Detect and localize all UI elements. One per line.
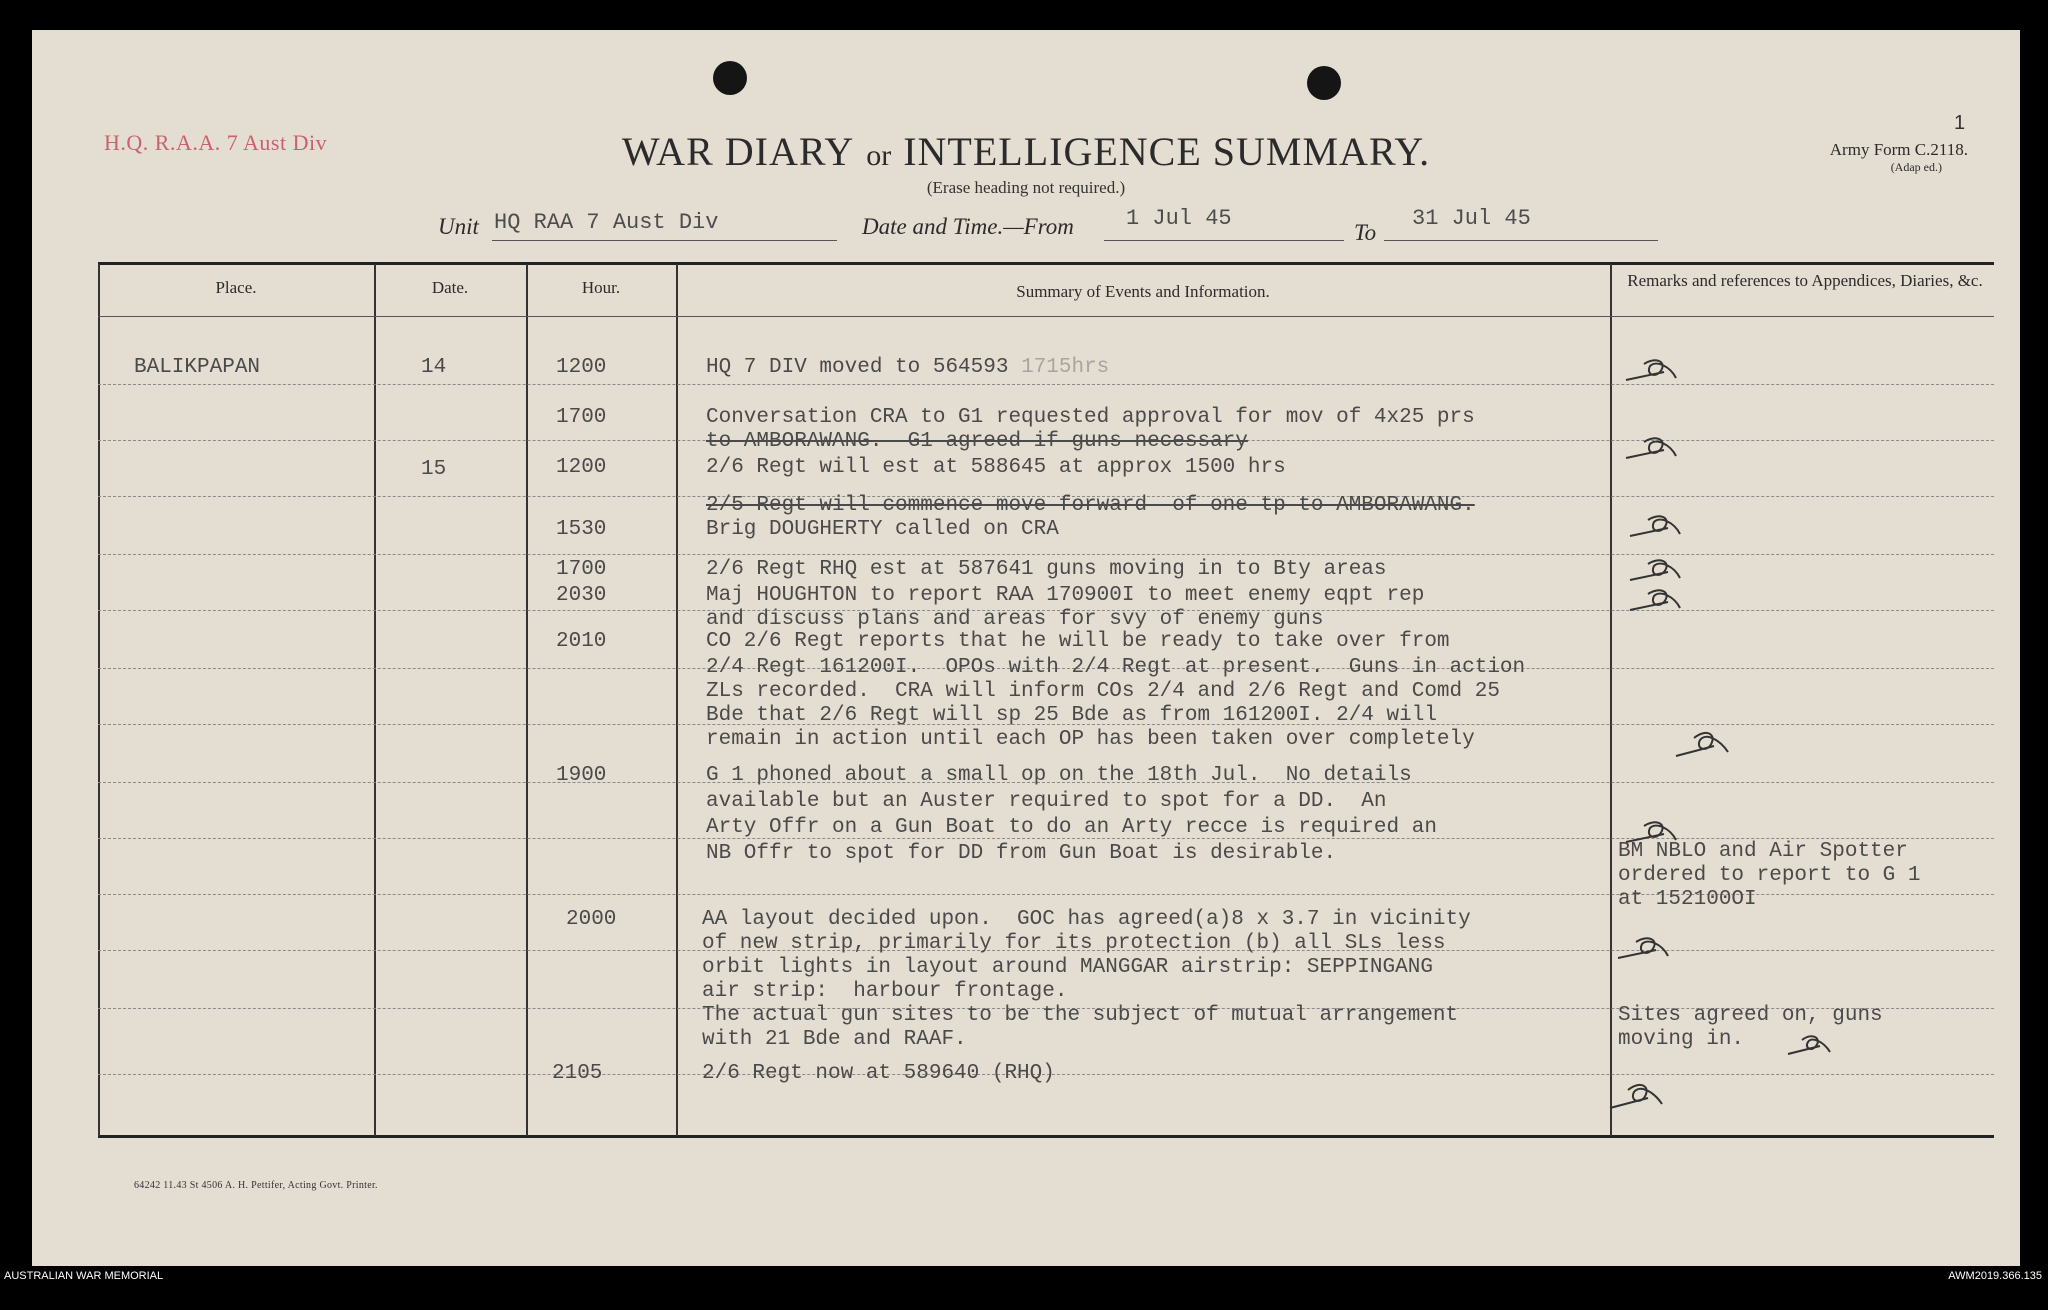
- hour-cell: 1530: [556, 518, 607, 541]
- title-subtitle: (Erase heading not required.): [926, 178, 1126, 197]
- summary-line: remain in action until each OP has been taken over completely: [706, 728, 1475, 751]
- summary-line: Bde that 2/6 Regt will sp 25 Bde as from 161200I. 2/4 will: [706, 704, 1437, 727]
- summary-line: The actual gun sites to be the subject of mutual arrangement: [702, 1004, 1459, 1027]
- summary-line: NB Offr to spot for DD from Gun Boat is desirable.: [706, 842, 1337, 865]
- initial-mark: [1786, 1030, 1836, 1062]
- unit-label: Unit: [438, 214, 479, 239]
- unit-stamp: H.Q. R.A.A. 7 Aust Div: [104, 130, 328, 155]
- diary-sheet: [32, 30, 2020, 1266]
- column-divider: [374, 264, 376, 1136]
- table-top-rule: [98, 262, 1994, 265]
- summary-line: Arty Offr on a Gun Boat to do an Arty recce is required an: [706, 816, 1437, 839]
- initial-mark: [1624, 814, 1684, 850]
- table-bottom-rule: [98, 1135, 1994, 1138]
- army-form-label: Army Form C.2118. (Adap ed.): [1829, 140, 1968, 174]
- initial-mark: [1628, 508, 1688, 544]
- hour-cell: 1700: [556, 558, 607, 581]
- hour-cell: 1200: [556, 456, 607, 479]
- page-title: WAR DIARY or INTELLIGENCE SUMMARY.: [621, 129, 1431, 174]
- unit-value: HQ RAA 7 Aust Div: [494, 210, 719, 235]
- summary-line: and discuss plans and areas for svy of enemy guns: [706, 608, 1324, 631]
- column-divider: [1610, 264, 1612, 1136]
- hour-cell: 1700: [556, 406, 607, 429]
- remarks-line: BM NBLO and Air Spotter: [1618, 840, 1908, 863]
- printer-footer: 64242 11.43 St 4506 A. H. Pettifer, Acting Govt. Printer.: [134, 1180, 378, 1191]
- row-line: [98, 554, 1994, 555]
- row-line: [98, 384, 1994, 385]
- remarks-line: moving in.: [1618, 1028, 1745, 1051]
- summary-line: Brig DOUGHERTY called on CRA: [706, 518, 1059, 541]
- unit-underline: [492, 240, 837, 241]
- hour-cell: 2000: [566, 908, 617, 931]
- summary-line: ZLs recorded. CRA will inform COs 2/4 and 2/6 Regt and Comd 25: [706, 680, 1500, 703]
- column-divider: [676, 264, 678, 1136]
- remarks-line: Sites agreed on, guns: [1618, 1004, 1883, 1027]
- col-header-date: Date.: [431, 278, 469, 297]
- hour-cell: 2030: [556, 584, 607, 607]
- punch-hole: [713, 61, 747, 95]
- date-label: Date and Time.—From: [862, 214, 1074, 239]
- col-header-place: Place.: [215, 278, 257, 297]
- col-header-summary: Summary of Events and Information.: [1016, 282, 1270, 301]
- hour-cell: 2010: [556, 630, 607, 653]
- hour-cell: 1200: [556, 356, 607, 379]
- summary-line: Maj HOUGHTON to report RAA 170900I to meet enemy eqpt rep: [706, 584, 1425, 607]
- remarks-line: ordered to report to G 1: [1618, 864, 1921, 887]
- summary-line: Conversation CRA to G1 requested approval for mov of 4x25 prs: [706, 406, 1475, 429]
- summary-line-struck: to AMBORAWANG. G1 agreed if guns necessary: [706, 430, 1248, 453]
- remarks-line: at 152100OI: [1618, 888, 1757, 911]
- col-header-hour: Hour.: [581, 278, 621, 297]
- from-underline: [1104, 240, 1344, 241]
- punch-hole: [1307, 66, 1341, 100]
- to-label: To: [1354, 220, 1377, 245]
- summary-line: with 21 Bde and RAAF.: [702, 1028, 967, 1051]
- to-value: 31 Jul 45: [1412, 206, 1531, 231]
- summary-line: 2/6 Regt will est at 588645 at approx 1500 hrs: [706, 456, 1286, 479]
- date-cell: 14: [421, 356, 447, 379]
- summary-line: available but an Auster required to spot for a DD. An: [706, 790, 1387, 813]
- summary-line: HQ 7 DIV moved to 564593 1715hrs: [706, 356, 1110, 379]
- header-rule: [98, 316, 1994, 317]
- summary-line: orbit lights in layout around MANGGAR airstrip: SEPPINGANG: [702, 956, 1433, 979]
- summary-line: CO 2/6 Regt reports that he will be ready to take over from: [706, 630, 1450, 653]
- page-number: 1: [1954, 112, 1966, 134]
- hour-cell: 1900: [556, 764, 607, 787]
- to-underline: [1384, 240, 1658, 241]
- summary-line: 2/6 Regt RHQ est at 587641 guns moving in to Bty areas: [706, 558, 1387, 581]
- column-divider: [526, 264, 528, 1136]
- hour-cell: 2105: [552, 1062, 603, 1085]
- summary-line: AA layout decided upon. GOC has agreed(a)8 x 3.7 in vicinity: [702, 908, 1471, 931]
- summary-line: G 1 phoned about a small op on the 18th Jul. No details: [706, 764, 1412, 787]
- initial-mark: [1624, 352, 1684, 388]
- initial-mark: [1628, 582, 1688, 618]
- initial-mark: [1624, 430, 1684, 466]
- initial-mark: [1616, 930, 1676, 966]
- initial-mark: [1608, 1076, 1668, 1116]
- date-cell: 15: [421, 458, 447, 481]
- summary-line-struck: 2/5 Regt will commence move forward of one tp to AMBORAWANG.: [706, 494, 1475, 517]
- from-value: 1 Jul 45: [1126, 206, 1232, 231]
- summary-line: 2/4 Regt 161200I. OPOs with 2/4 Regt at present. Guns in action: [706, 656, 1526, 679]
- summary-line: of new strip, primarily for its protection (b) all SLs less: [702, 932, 1446, 955]
- archive-id: AWM2019.366.135: [1948, 1270, 2042, 1282]
- initial-mark: [1674, 724, 1738, 764]
- col-header-remarks: Remarks and references to Appendices, Diaries, &c.: [1627, 271, 1983, 290]
- table-left-edge: [98, 264, 100, 1136]
- archive-label: AUSTRALIAN WAR MEMORIAL: [4, 1270, 164, 1282]
- summary-line: air strip: harbour frontage.: [702, 980, 1068, 1003]
- summary-line: 2/6 Regt now at 589640 (RHQ): [702, 1062, 1055, 1085]
- place-cell: BALIKPAPAN: [134, 356, 261, 379]
